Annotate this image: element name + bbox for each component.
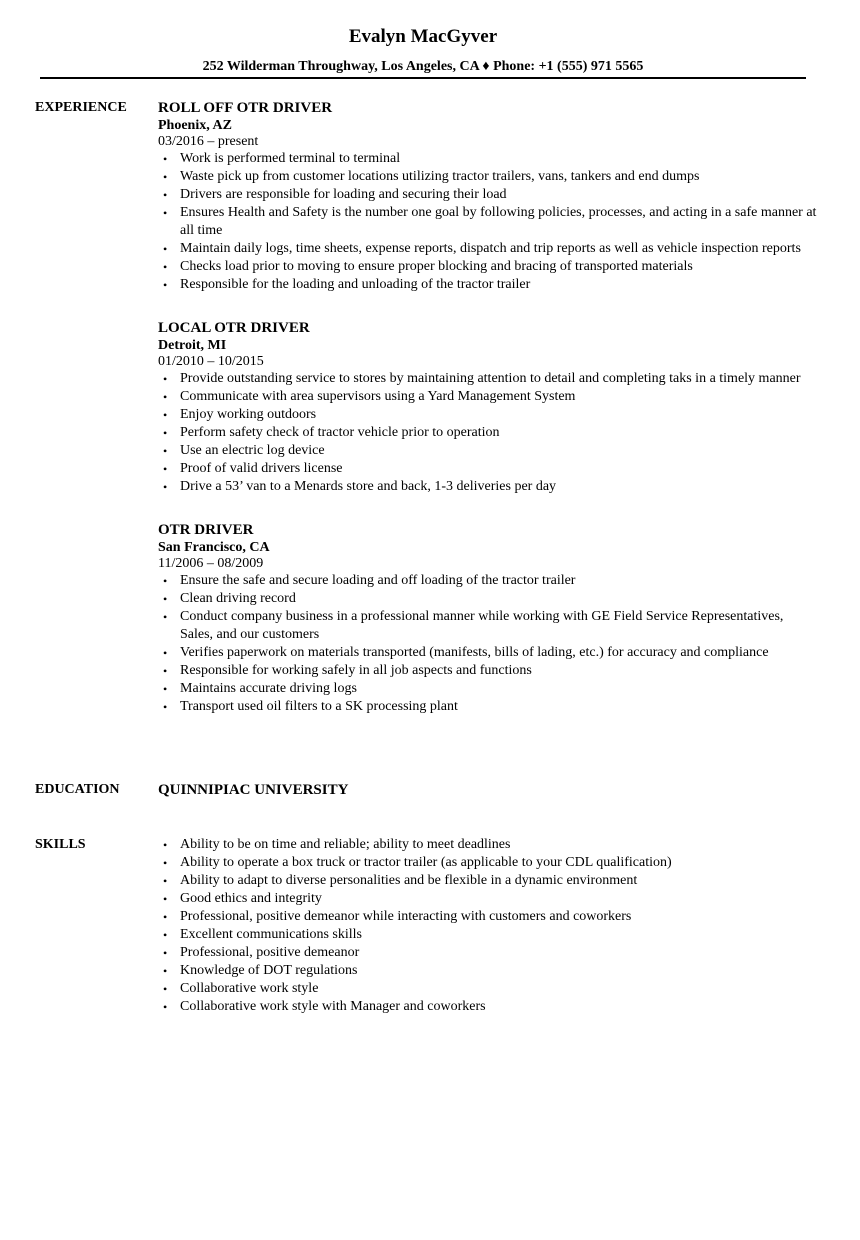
list-item: • Drive a 53’ van to a Menards store and back, 1-3 deliveries per day xyxy=(163,479,557,494)
list-item: • Perform safety check of tractor vehicle prior to operation xyxy=(163,425,500,440)
bullet-icon: • xyxy=(163,682,168,696)
list-item: • Enjoy working outdoors xyxy=(163,407,317,422)
bullet-icon: • xyxy=(163,592,168,606)
list-item: • Ensure the safe and secure loading and off loading of the tractor trailer xyxy=(163,573,576,588)
job-dates: 03/2016 – present xyxy=(158,134,259,149)
list-item: • Good ethics and integrity xyxy=(163,891,322,906)
job-bullet-list xyxy=(158,370,818,496)
bullet-icon: • xyxy=(163,480,168,494)
job-location: Detroit, MI xyxy=(158,338,227,353)
list-item: • Verifies paperwork on materials transported (manifests, bills of lading, etc.) for accuracy and compliance xyxy=(163,645,769,660)
candidate-name: Evalyn MacGyver xyxy=(348,26,498,47)
bullet-icon: • xyxy=(163,874,168,888)
bullet-icon: • xyxy=(163,278,168,292)
bullet-icon: • xyxy=(163,892,168,906)
job-entry xyxy=(158,99,818,294)
bullet-icon: • xyxy=(163,574,168,588)
contact-line: 252 Wilderman Throughway, Los Angeles, CA ♦ Phone: +1 (555) 971 5565 xyxy=(202,59,644,74)
job-title: ROLL OFF OTR DRIVER xyxy=(158,100,333,116)
job-entry xyxy=(158,319,818,496)
list-item: • Clean driving record xyxy=(163,591,296,606)
bullet-icon: • xyxy=(163,390,168,404)
list-item: • Ability to be on time and reliable; ability to meet deadlines xyxy=(163,837,511,852)
list-item: • Conduct company business in a professional manner while working with GE Field Service Representatives, Sales, and our customers xyxy=(163,609,784,642)
skills-list xyxy=(158,836,818,1016)
list-item: • Responsible for working safely in all job aspects and functions xyxy=(163,663,532,678)
job-title: LOCAL OTR DRIVER xyxy=(158,320,310,336)
school-name: QUINNIPIAC UNIVERSITY xyxy=(158,782,349,798)
list-item: • Provide outstanding service to stores by maintaining attention to detail and completing taks in a timely manner xyxy=(163,371,801,386)
bullet-icon: • xyxy=(163,646,168,660)
list-item: • Excellent communications skills xyxy=(163,927,362,942)
bullet-icon: • xyxy=(163,610,168,624)
header-divider xyxy=(40,77,806,79)
list-item: • Maintain daily logs, time sheets, expense reports, dispatch and trip reports as well as vehicle inspection reports xyxy=(163,241,801,256)
bullet-icon: • xyxy=(163,664,168,678)
resume-header xyxy=(40,25,806,76)
list-item: • Professional, positive demeanor xyxy=(163,945,360,960)
job-location: San Francisco, CA xyxy=(158,540,270,555)
bullet-icon: • xyxy=(163,188,168,202)
bullet-icon: • xyxy=(163,700,168,714)
list-item: • Knowledge of DOT regulations xyxy=(163,963,358,978)
bullet-icon: • xyxy=(163,462,168,476)
bullet-icon: • xyxy=(163,910,168,924)
list-item: • Proof of valid drivers license xyxy=(163,461,343,476)
bullet-icon: • xyxy=(163,856,168,870)
section-title-education: EDUCATION xyxy=(35,782,120,797)
section-title-experience: EXPERIENCE xyxy=(35,100,127,115)
list-item: • Waste pick up from customer locations utilizing tractor trailers, vans, tankers and end dumps xyxy=(163,169,700,184)
bullet-icon: • xyxy=(163,946,168,960)
list-item: • Transport used oil filters to a SK processing plant xyxy=(163,699,458,714)
job-dates: 11/2006 – 08/2009 xyxy=(158,556,264,571)
section-title-skills: SKILLS xyxy=(35,837,86,852)
education-body xyxy=(158,781,818,799)
bullet-icon: • xyxy=(163,838,168,852)
bullet-icon: • xyxy=(163,928,168,942)
list-item: • Drivers are responsible for loading and securing their load xyxy=(163,187,507,202)
list-item: • Responsible for the loading and unloading of the tractor trailer xyxy=(163,277,531,292)
job-bullet-list xyxy=(158,150,818,294)
bullet-icon: • xyxy=(163,426,168,440)
bullet-icon: • xyxy=(163,372,168,386)
job-title: OTR DRIVER xyxy=(158,522,254,538)
list-item: • Ensures Health and Safety is the number one goal by following policies, processes, and acting in a safe manner at all time xyxy=(163,205,817,238)
bullet-icon: • xyxy=(163,964,168,978)
list-item: • Collaborative work style xyxy=(163,981,319,996)
bullet-icon: • xyxy=(163,206,168,220)
bullet-icon: • xyxy=(163,260,168,274)
bullet-icon: • xyxy=(163,408,168,422)
bullet-icon: • xyxy=(163,152,168,166)
experience-body xyxy=(158,99,818,741)
list-item: • Checks load prior to moving to ensure proper blocking and bracing of transported materials xyxy=(163,259,693,274)
job-entry xyxy=(158,521,818,716)
bullet-icon: • xyxy=(163,444,168,458)
skills-body xyxy=(158,836,818,1016)
bullet-icon: • xyxy=(163,242,168,256)
bullet-icon: • xyxy=(163,170,168,184)
list-item: • Use an electric log device xyxy=(163,443,325,458)
list-item: • Professional, positive demeanor while interacting with customers and coworkers xyxy=(163,909,632,924)
bullet-icon: • xyxy=(163,1000,168,1014)
job-location: Phoenix, AZ xyxy=(158,118,232,133)
job-dates: 01/2010 – 10/2015 xyxy=(158,354,264,369)
list-item: • Ability to operate a box truck or tractor trailer (as applicable to your CDL qualification) xyxy=(163,855,672,870)
list-item: • Maintains accurate driving logs xyxy=(163,681,357,696)
bullet-icon: • xyxy=(163,982,168,996)
list-item: • Ability to adapt to diverse personalities and be flexible in a dynamic environment xyxy=(163,873,638,888)
job-bullet-list xyxy=(158,572,818,716)
list-item: • Collaborative work style with Manager and coworkers xyxy=(163,999,486,1014)
list-item: • Work is performed terminal to terminal xyxy=(163,151,401,166)
list-item: • Communicate with area supervisors using a Yard Management System xyxy=(163,389,576,404)
